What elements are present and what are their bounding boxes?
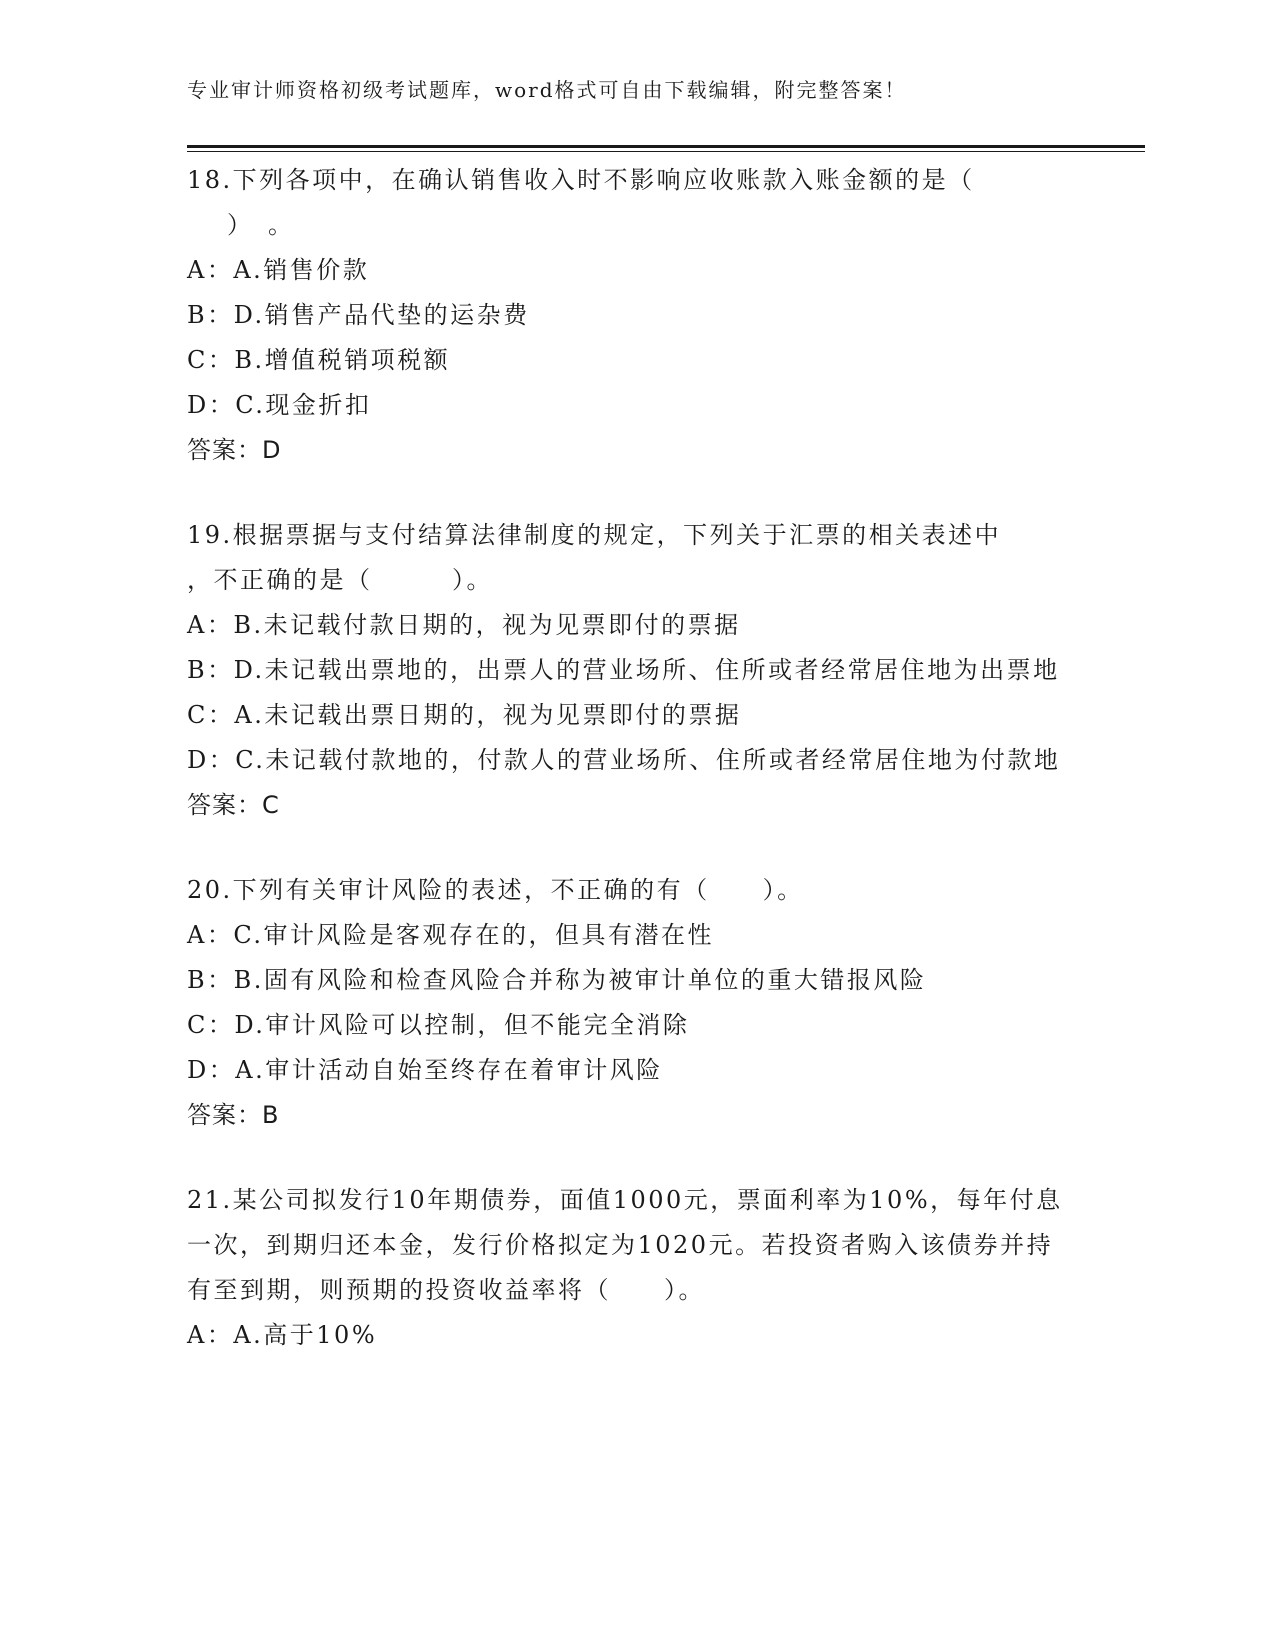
option-d: D：A.审计活动自始至终存在着审计风险 [187, 1056, 663, 1084]
option-a: A：C.审计风险是客观存在的，但具有潜在性 [187, 921, 714, 949]
option-c: C：A.未记载出票日期的，视为见票即付的票据 [187, 701, 742, 729]
header-rule-thick [187, 145, 1145, 148]
question-stem-continuation: ） 。 [227, 211, 295, 239]
question-stem-continuation: ，不正确的是（ ）。 [187, 566, 493, 594]
option-a: A：B.未记载付款日期的，视为见票即付的票据 [187, 611, 741, 639]
answer-label: 答案：C [187, 791, 280, 819]
option-c: C：B.增值税销项税额 [187, 346, 451, 374]
document-header: 专业审计师资格初级考试题库，word格式可自由下载编辑，附完整答案！ [187, 78, 907, 102]
question-stem: 18.下列各项中，在确认销售收入时不影响应收账款入账金额的是（ [187, 166, 975, 194]
option-d: D：C.未记载付款地的，付款人的营业场所、住所或者经常居住地为付款地 [187, 746, 1061, 774]
answer-label: 答案：B [187, 1101, 280, 1129]
header-rule-thin [187, 151, 1145, 152]
question-stem: 21.某公司拟发行10年期债券，面值1000元，票面利率为10%，每年付息一次，到期归还本金，发行价格拟定为1020元。若投资者购入该债券并持有至到期，则预期的投资收益率将（ ）。 [187, 1186, 1063, 1304]
question-stem: 19.根据票据与支付结算法律制度的规定，下列关于汇票的相关表述中 [187, 521, 1002, 549]
option-a: A：A.销售价款 [187, 256, 370, 284]
option-d: D：C.现金折扣 [187, 391, 372, 419]
option-b: B：B.固有风险和检查风险合并称为被审计单位的重大错报风险 [187, 966, 927, 994]
option-b: B：D.销售产品代垫的运杂费 [187, 301, 530, 329]
question-list [187, 158, 1067, 1398]
question-18 [187, 158, 1067, 473]
option-a: A：A.高于10% [187, 1321, 378, 1349]
question-stem: 20.下列有关审计风险的表述，不正确的有（ ）。 [187, 876, 804, 904]
option-b: B：D.未记载出票地的，出票人的营业场所、住所或者经常居住地为出票地 [187, 656, 1060, 684]
option-c: C：D.审计风险可以控制，但不能完全消除 [187, 1011, 690, 1039]
question-20 [187, 868, 1067, 1138]
question-19 [187, 513, 1067, 828]
question-21 [187, 1178, 1067, 1358]
answer-label: 答案：D [187, 436, 282, 464]
